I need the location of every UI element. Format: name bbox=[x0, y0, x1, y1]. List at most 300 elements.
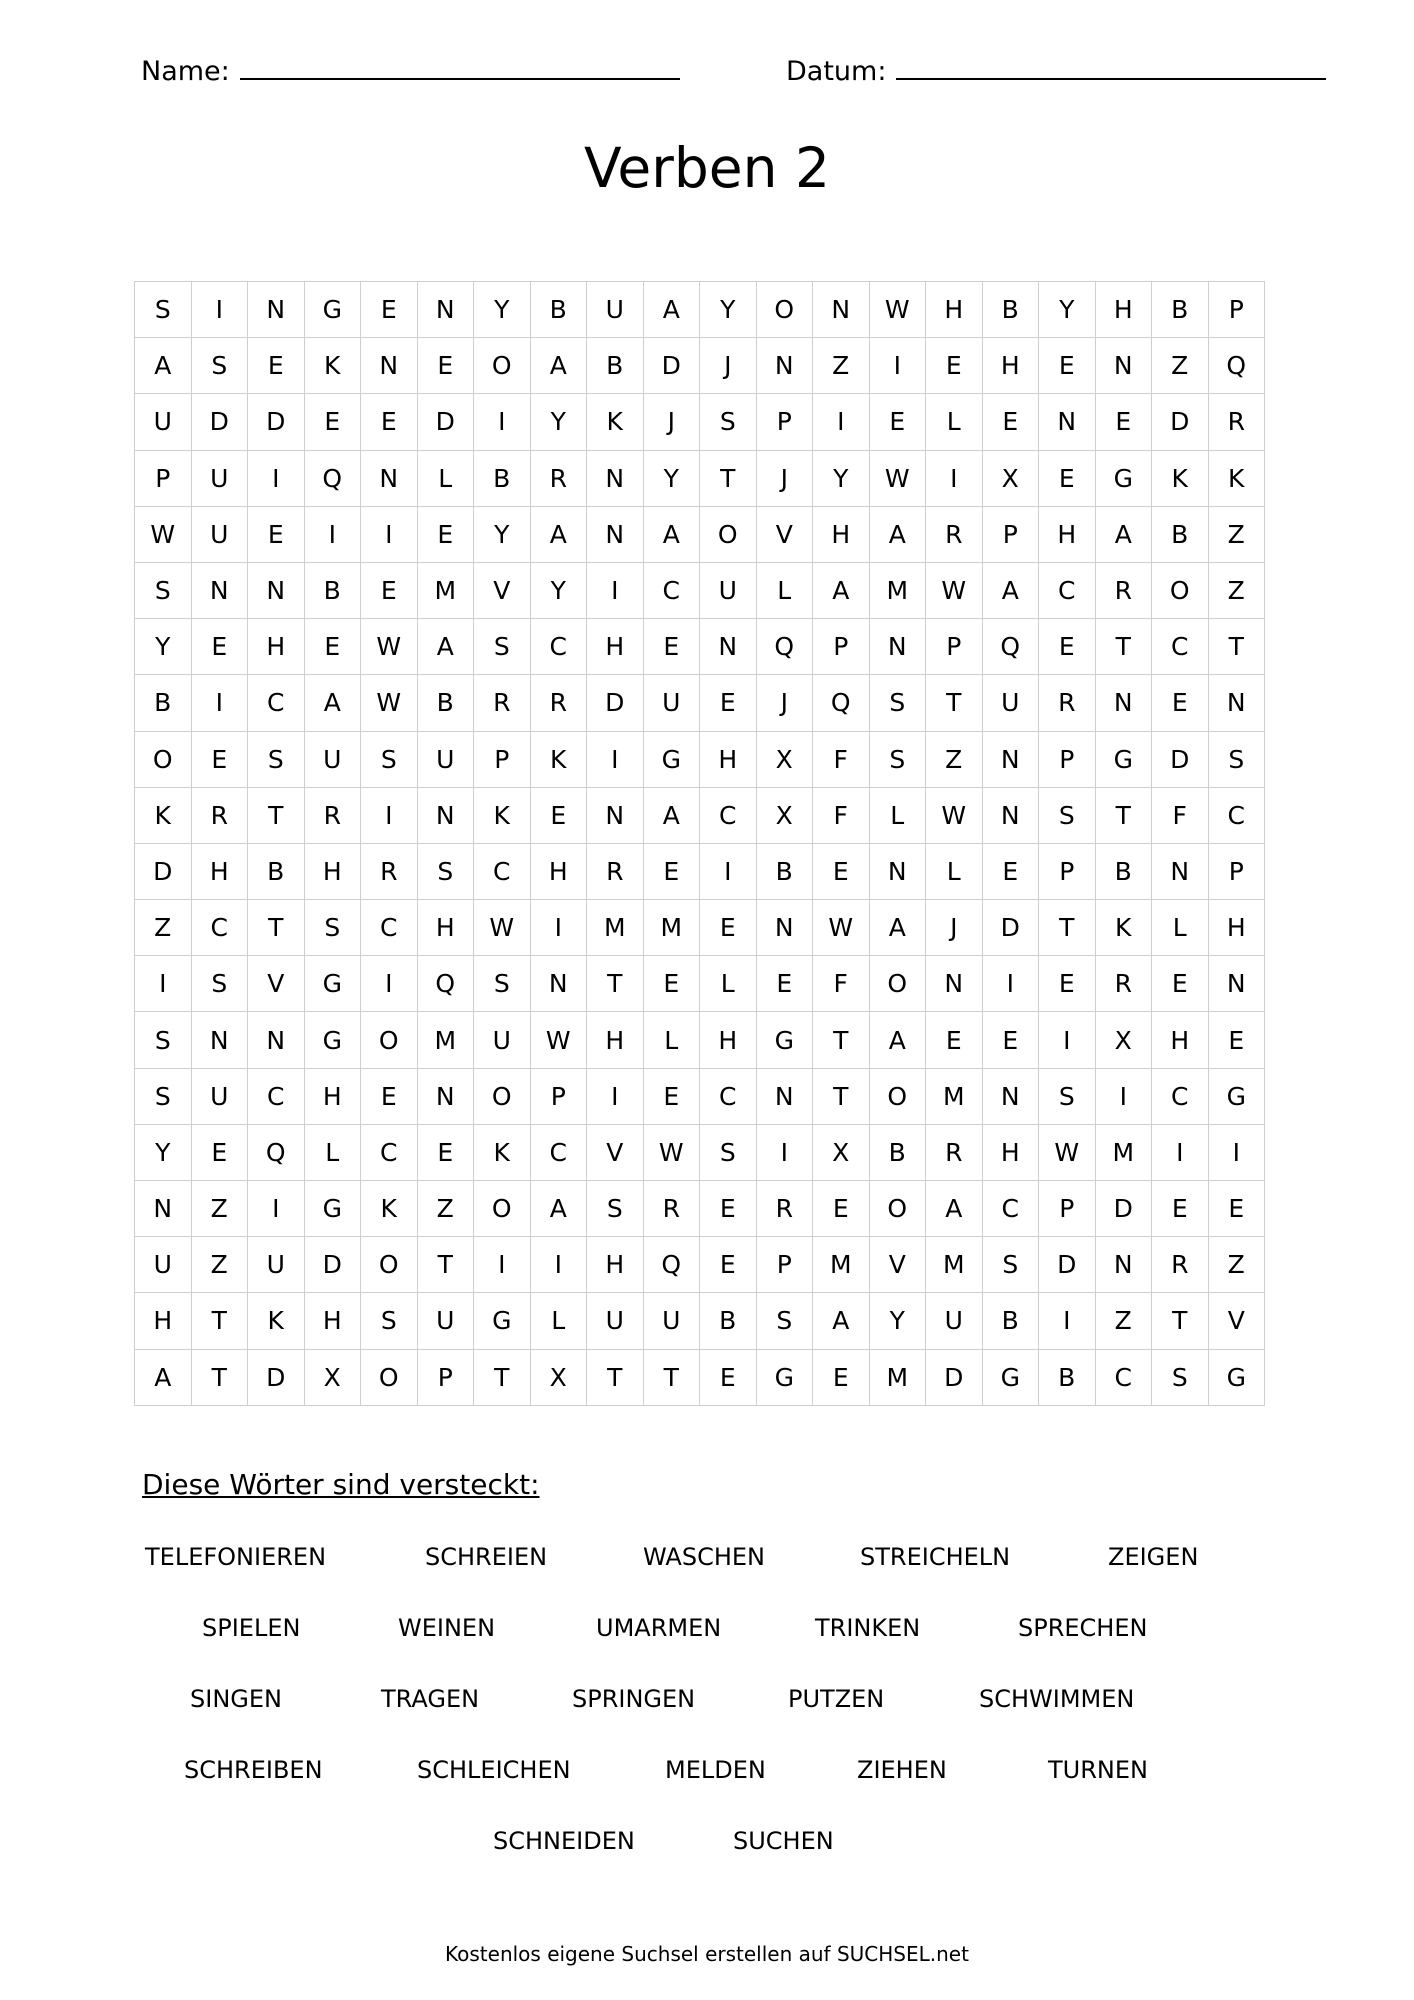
grid-cell: I bbox=[700, 843, 757, 899]
grid-cell: I bbox=[1208, 1124, 1265, 1180]
grid-cell: K bbox=[530, 731, 587, 787]
grid-cell: B bbox=[982, 1293, 1039, 1349]
grid-cell: C bbox=[248, 1068, 305, 1124]
grid-cell: R bbox=[361, 843, 418, 899]
grid-row bbox=[135, 619, 1265, 675]
grid-cell: R bbox=[191, 787, 248, 843]
grid-cell: H bbox=[1095, 282, 1152, 338]
grid-cell: A bbox=[869, 1012, 926, 1068]
grid-cell: N bbox=[982, 1068, 1039, 1124]
grid-cell: K bbox=[248, 1293, 305, 1349]
grid-cell: S bbox=[135, 1012, 192, 1068]
grid-cell: P bbox=[1208, 843, 1265, 899]
name-field bbox=[141, 52, 680, 92]
grid-cell: U bbox=[982, 675, 1039, 731]
grid-cell: K bbox=[474, 1124, 531, 1180]
grid-row bbox=[135, 731, 1265, 787]
grid-cell: R bbox=[530, 675, 587, 731]
grid-cell: E bbox=[361, 282, 418, 338]
grid-cell: V bbox=[869, 1237, 926, 1293]
grid-cell: F bbox=[1152, 787, 1209, 843]
grid-cell: S bbox=[135, 1068, 192, 1124]
grid-cell: C bbox=[1152, 1068, 1209, 1124]
grid-cell: N bbox=[1039, 394, 1096, 450]
grid-cell: X bbox=[813, 1124, 870, 1180]
grid-cell: T bbox=[417, 1237, 474, 1293]
grid-row bbox=[135, 843, 1265, 899]
grid-cell: E bbox=[643, 1068, 700, 1124]
word-list-item: PUTZEN bbox=[788, 1685, 885, 1713]
grid-row bbox=[135, 282, 1265, 338]
grid-cell: P bbox=[926, 619, 983, 675]
grid-cell: G bbox=[756, 1012, 813, 1068]
grid-cell: E bbox=[700, 1349, 757, 1405]
word-list-item: TRINKEN bbox=[815, 1614, 921, 1642]
grid-cell: T bbox=[926, 675, 983, 731]
grid-cell: A bbox=[530, 506, 587, 562]
grid-cell: Y bbox=[700, 282, 757, 338]
grid-cell: X bbox=[530, 1349, 587, 1405]
grid-cell: Y bbox=[530, 394, 587, 450]
grid-cell: H bbox=[982, 338, 1039, 394]
grid-cell: H bbox=[248, 619, 305, 675]
grid-cell: N bbox=[248, 1012, 305, 1068]
grid-cell: W bbox=[361, 619, 418, 675]
grid-cell: A bbox=[643, 506, 700, 562]
grid-cell: U bbox=[191, 450, 248, 506]
grid-cell: Y bbox=[474, 506, 531, 562]
grid-cell: I bbox=[756, 1124, 813, 1180]
grid-cell: N bbox=[248, 562, 305, 618]
grid-cell: B bbox=[587, 338, 644, 394]
grid-cell: E bbox=[982, 1012, 1039, 1068]
grid-cell: G bbox=[1208, 1349, 1265, 1405]
grid-row bbox=[135, 787, 1265, 843]
grid-cell: N bbox=[417, 787, 474, 843]
grid-cell: U bbox=[191, 506, 248, 562]
page-title: Verben 2 bbox=[584, 136, 830, 200]
grid-cell: N bbox=[587, 450, 644, 506]
grid-cell: C bbox=[1152, 619, 1209, 675]
grid-cell: G bbox=[1208, 1068, 1265, 1124]
grid-cell: M bbox=[926, 1068, 983, 1124]
grid-cell: D bbox=[587, 675, 644, 731]
grid-cell: K bbox=[304, 338, 361, 394]
grid-cell: A bbox=[643, 282, 700, 338]
grid-cell: L bbox=[304, 1124, 361, 1180]
grid-cell: D bbox=[417, 394, 474, 450]
grid-cell: K bbox=[135, 787, 192, 843]
grid-cell: S bbox=[191, 956, 248, 1012]
grid-cell: S bbox=[417, 843, 474, 899]
grid-cell: G bbox=[474, 1293, 531, 1349]
grid-cell: T bbox=[248, 900, 305, 956]
grid-cell: T bbox=[813, 1012, 870, 1068]
grid-cell: E bbox=[700, 900, 757, 956]
grid-cell: D bbox=[643, 338, 700, 394]
grid-cell: S bbox=[587, 1181, 644, 1237]
grid-cell: I bbox=[587, 731, 644, 787]
grid-cell: P bbox=[1039, 731, 1096, 787]
grid-row bbox=[135, 1293, 1265, 1349]
grid-cell: A bbox=[135, 338, 192, 394]
grid-cell: M bbox=[813, 1237, 870, 1293]
grid-cell: G bbox=[304, 1181, 361, 1237]
grid-cell: J bbox=[643, 394, 700, 450]
grid-cell: W bbox=[869, 450, 926, 506]
grid-cell: G bbox=[756, 1349, 813, 1405]
grid-cell: P bbox=[1039, 1181, 1096, 1237]
grid-cell: O bbox=[361, 1349, 418, 1405]
grid-cell: H bbox=[587, 1012, 644, 1068]
grid-cell: L bbox=[869, 787, 926, 843]
grid-cell: I bbox=[135, 956, 192, 1012]
grid-cell: A bbox=[869, 506, 926, 562]
grid-cell: N bbox=[813, 282, 870, 338]
grid-cell: U bbox=[304, 731, 361, 787]
grid-cell: I bbox=[361, 956, 418, 1012]
grid-cell: U bbox=[700, 562, 757, 618]
grid-cell: E bbox=[304, 619, 361, 675]
grid-cell: S bbox=[1152, 1349, 1209, 1405]
grid-cell: K bbox=[474, 787, 531, 843]
grid-cell: B bbox=[982, 282, 1039, 338]
grid-cell: C bbox=[474, 843, 531, 899]
grid-cell: B bbox=[304, 562, 361, 618]
grid-cell: E bbox=[982, 843, 1039, 899]
grid-cell: X bbox=[756, 787, 813, 843]
word-list-item: SPRINGEN bbox=[572, 1685, 696, 1713]
word-list-item: ZIEHEN bbox=[857, 1756, 947, 1784]
grid-cell: Q bbox=[756, 619, 813, 675]
grid-cell: X bbox=[756, 731, 813, 787]
grid-cell: M bbox=[926, 1237, 983, 1293]
grid-cell: U bbox=[643, 675, 700, 731]
grid-cell: R bbox=[1208, 394, 1265, 450]
grid-cell: C bbox=[361, 1124, 418, 1180]
grid-cell: I bbox=[191, 282, 248, 338]
grid-cell: S bbox=[869, 731, 926, 787]
grid-cell: M bbox=[1095, 1124, 1152, 1180]
grid-row bbox=[135, 562, 1265, 618]
grid-cell: Z bbox=[1208, 562, 1265, 618]
grid-cell: Z bbox=[191, 1181, 248, 1237]
grid-cell: E bbox=[700, 1237, 757, 1293]
grid-cell: H bbox=[982, 1124, 1039, 1180]
grid-cell: N bbox=[191, 1012, 248, 1068]
grid-cell: S bbox=[1039, 787, 1096, 843]
grid-cell: E bbox=[248, 338, 305, 394]
grid-cell: E bbox=[982, 394, 1039, 450]
word-list-item: SUCHEN bbox=[733, 1827, 834, 1855]
grid-cell: E bbox=[304, 394, 361, 450]
grid-cell: E bbox=[1095, 394, 1152, 450]
grid-cell: E bbox=[869, 394, 926, 450]
grid-cell: Q bbox=[248, 1124, 305, 1180]
grid-cell: I bbox=[1039, 1012, 1096, 1068]
grid-cell: C bbox=[530, 1124, 587, 1180]
grid-cell: B bbox=[1039, 1349, 1096, 1405]
grid-cell: L bbox=[530, 1293, 587, 1349]
grid-cell: H bbox=[191, 843, 248, 899]
grid-cell: S bbox=[361, 731, 418, 787]
grid-cell: N bbox=[135, 1181, 192, 1237]
word-list-item: WASCHEN bbox=[643, 1543, 765, 1571]
word-list-item: SPIELEN bbox=[202, 1614, 301, 1642]
grid-row bbox=[135, 338, 1265, 394]
grid-cell: D bbox=[1095, 1181, 1152, 1237]
grid-cell: Q bbox=[643, 1237, 700, 1293]
grid-cell: C bbox=[1095, 1349, 1152, 1405]
date-label: Datum: bbox=[786, 56, 887, 87]
grid-cell: N bbox=[361, 338, 418, 394]
grid-cell: H bbox=[587, 1237, 644, 1293]
grid-cell: S bbox=[982, 1237, 1039, 1293]
grid-cell: Y bbox=[1039, 282, 1096, 338]
grid-cell: Z bbox=[1208, 1237, 1265, 1293]
grid-cell: E bbox=[361, 562, 418, 618]
grid-cell: B bbox=[474, 450, 531, 506]
grid-cell: B bbox=[869, 1124, 926, 1180]
grid-cell: N bbox=[191, 562, 248, 618]
grid-cell: A bbox=[417, 619, 474, 675]
grid-cell: W bbox=[813, 900, 870, 956]
grid-cell: C bbox=[643, 562, 700, 618]
grid-cell: O bbox=[361, 1012, 418, 1068]
grid-cell: V bbox=[756, 506, 813, 562]
grid-cell: B bbox=[530, 282, 587, 338]
grid-cell: U bbox=[587, 282, 644, 338]
grid-cell: A bbox=[530, 1181, 587, 1237]
grid-cell: M bbox=[643, 900, 700, 956]
grid-cell: K bbox=[587, 394, 644, 450]
grid-cell: S bbox=[1208, 731, 1265, 787]
grid-cell: C bbox=[1208, 787, 1265, 843]
grid-cell: Z bbox=[1152, 338, 1209, 394]
grid-cell: O bbox=[869, 956, 926, 1012]
grid-cell: A bbox=[813, 1293, 870, 1349]
grid-cell: I bbox=[530, 1237, 587, 1293]
grid-cell: T bbox=[191, 1293, 248, 1349]
grid-cell: E bbox=[1208, 1012, 1265, 1068]
grid-cell: R bbox=[1039, 675, 1096, 731]
grid-cell: H bbox=[530, 843, 587, 899]
grid-cell: Z bbox=[1208, 506, 1265, 562]
name-blank-line bbox=[240, 54, 680, 80]
grid-cell: I bbox=[191, 675, 248, 731]
grid-cell: G bbox=[304, 1012, 361, 1068]
grid-cell: B bbox=[1152, 506, 1209, 562]
footer-credit: Kostenlos eigene Suchsel erstellen auf SUCHSEL.net bbox=[445, 1942, 969, 1966]
word-list-item: TELEFONIEREN bbox=[145, 1543, 327, 1571]
grid-cell: T bbox=[191, 1349, 248, 1405]
grid-cell: A bbox=[982, 562, 1039, 618]
grid-cell: N bbox=[1208, 675, 1265, 731]
word-list-item: UMARMEN bbox=[596, 1614, 722, 1642]
grid-cell: J bbox=[756, 675, 813, 731]
grid-cell: E bbox=[813, 1349, 870, 1405]
grid-cell: Y bbox=[869, 1293, 926, 1349]
grid-cell: K bbox=[361, 1181, 418, 1237]
grid-cell: B bbox=[135, 675, 192, 731]
grid-cell: P bbox=[1039, 843, 1096, 899]
grid-cell: N bbox=[1095, 338, 1152, 394]
grid-cell: U bbox=[926, 1293, 983, 1349]
grid-cell: H bbox=[304, 1293, 361, 1349]
grid-cell: T bbox=[474, 1349, 531, 1405]
grid-cell: S bbox=[248, 731, 305, 787]
grid-cell: A bbox=[926, 1181, 983, 1237]
grid-cell: E bbox=[417, 506, 474, 562]
grid-cell: V bbox=[1208, 1293, 1265, 1349]
grid-cell: V bbox=[248, 956, 305, 1012]
grid-cell: I bbox=[361, 506, 418, 562]
grid-cell: M bbox=[869, 562, 926, 618]
grid-cell: E bbox=[191, 731, 248, 787]
grid-cell: W bbox=[926, 562, 983, 618]
grid-cell: J bbox=[756, 450, 813, 506]
grid-cell: C bbox=[530, 619, 587, 675]
grid-cell: Z bbox=[926, 731, 983, 787]
grid-cell: R bbox=[756, 1181, 813, 1237]
grid-cell: K bbox=[1208, 450, 1265, 506]
grid-cell: S bbox=[474, 619, 531, 675]
grid-cell: I bbox=[530, 900, 587, 956]
grid-cell: Y bbox=[474, 282, 531, 338]
word-list-item: SPRECHEN bbox=[1018, 1614, 1148, 1642]
grid-cell: A bbox=[1095, 506, 1152, 562]
grid-cell: U bbox=[248, 1237, 305, 1293]
grid-cell: U bbox=[135, 394, 192, 450]
grid-cell: R bbox=[926, 1124, 983, 1180]
grid-cell: U bbox=[643, 1293, 700, 1349]
grid-cell: E bbox=[1039, 338, 1096, 394]
grid-cell: T bbox=[248, 787, 305, 843]
grid-cell: Q bbox=[813, 675, 870, 731]
grid-cell: X bbox=[304, 1349, 361, 1405]
grid-cell: Z bbox=[813, 338, 870, 394]
grid-cell: E bbox=[926, 1012, 983, 1068]
grid-cell: N bbox=[926, 956, 983, 1012]
name-label: Name: bbox=[141, 56, 230, 87]
grid-cell: D bbox=[191, 394, 248, 450]
grid-row bbox=[135, 450, 1265, 506]
grid-cell: R bbox=[304, 787, 361, 843]
grid-cell: E bbox=[756, 956, 813, 1012]
grid-cell: G bbox=[304, 956, 361, 1012]
grid-cell: V bbox=[474, 562, 531, 618]
grid-cell: B bbox=[700, 1293, 757, 1349]
grid-cell: U bbox=[417, 731, 474, 787]
grid-cell: S bbox=[700, 1124, 757, 1180]
grid-cell: Z bbox=[135, 900, 192, 956]
grid-cell: R bbox=[1152, 1237, 1209, 1293]
grid-cell: R bbox=[926, 506, 983, 562]
grid-cell: E bbox=[1039, 619, 1096, 675]
grid-cell: R bbox=[1095, 562, 1152, 618]
grid-cell: N bbox=[530, 956, 587, 1012]
date-blank-line bbox=[896, 54, 1326, 80]
grid-cell: T bbox=[1095, 619, 1152, 675]
grid-cell: E bbox=[417, 1124, 474, 1180]
word-list-item: SCHREIEN bbox=[425, 1543, 548, 1571]
grid-cell: N bbox=[869, 843, 926, 899]
grid-cell: D bbox=[982, 900, 1039, 956]
grid-cell: P bbox=[530, 1068, 587, 1124]
grid-cell: A bbox=[530, 338, 587, 394]
grid-cell: E bbox=[700, 1181, 757, 1237]
grid-cell: B bbox=[248, 843, 305, 899]
grid-cell: N bbox=[1095, 675, 1152, 731]
grid-cell: G bbox=[643, 731, 700, 787]
grid-cell: H bbox=[700, 1012, 757, 1068]
grid-cell: E bbox=[813, 1181, 870, 1237]
grid-cell: E bbox=[248, 506, 305, 562]
grid-cell: H bbox=[926, 282, 983, 338]
grid-cell: S bbox=[700, 394, 757, 450]
grid-row bbox=[135, 1124, 1265, 1180]
grid-cell: W bbox=[135, 506, 192, 562]
grid-cell: M bbox=[417, 562, 474, 618]
grid-cell: E bbox=[643, 619, 700, 675]
grid-cell: E bbox=[1039, 956, 1096, 1012]
grid-cell: O bbox=[1152, 562, 1209, 618]
grid-cell: K bbox=[1152, 450, 1209, 506]
grid-row bbox=[135, 394, 1265, 450]
grid-row bbox=[135, 506, 1265, 562]
word-list-item: STREICHELN bbox=[860, 1543, 1011, 1571]
grid-cell: J bbox=[700, 338, 757, 394]
grid-cell: N bbox=[756, 900, 813, 956]
grid-cell: K bbox=[1095, 900, 1152, 956]
grid-cell: R bbox=[643, 1181, 700, 1237]
grid-cell: W bbox=[530, 1012, 587, 1068]
grid-row bbox=[135, 675, 1265, 731]
grid-cell: H bbox=[813, 506, 870, 562]
grid-cell: T bbox=[700, 450, 757, 506]
grid-cell: D bbox=[135, 843, 192, 899]
grid-cell: I bbox=[248, 450, 305, 506]
grid-row bbox=[135, 1068, 1265, 1124]
grid-cell: R bbox=[587, 843, 644, 899]
grid-cell: I bbox=[587, 562, 644, 618]
grid-cell: L bbox=[700, 956, 757, 1012]
grid-cell: P bbox=[756, 394, 813, 450]
grid-cell: P bbox=[474, 731, 531, 787]
grid-cell: A bbox=[643, 787, 700, 843]
grid-cell: N bbox=[982, 731, 1039, 787]
grid-cell: Y bbox=[135, 619, 192, 675]
grid-cell: G bbox=[982, 1349, 1039, 1405]
grid-cell: C bbox=[700, 1068, 757, 1124]
grid-cell: O bbox=[756, 282, 813, 338]
grid-cell: E bbox=[643, 956, 700, 1012]
grid-cell: M bbox=[587, 900, 644, 956]
grid-cell: N bbox=[417, 282, 474, 338]
grid-cell: F bbox=[813, 956, 870, 1012]
grid-cell: G bbox=[1095, 450, 1152, 506]
grid-cell: B bbox=[417, 675, 474, 731]
grid-cell: W bbox=[643, 1124, 700, 1180]
grid-cell: I bbox=[474, 394, 531, 450]
word-search-grid bbox=[134, 281, 1265, 1406]
grid-row bbox=[135, 1237, 1265, 1293]
grid-cell: H bbox=[417, 900, 474, 956]
grid-cell: P bbox=[417, 1349, 474, 1405]
grid-cell: S bbox=[1039, 1068, 1096, 1124]
grid-cell: O bbox=[869, 1068, 926, 1124]
grid-cell: E bbox=[1152, 956, 1209, 1012]
